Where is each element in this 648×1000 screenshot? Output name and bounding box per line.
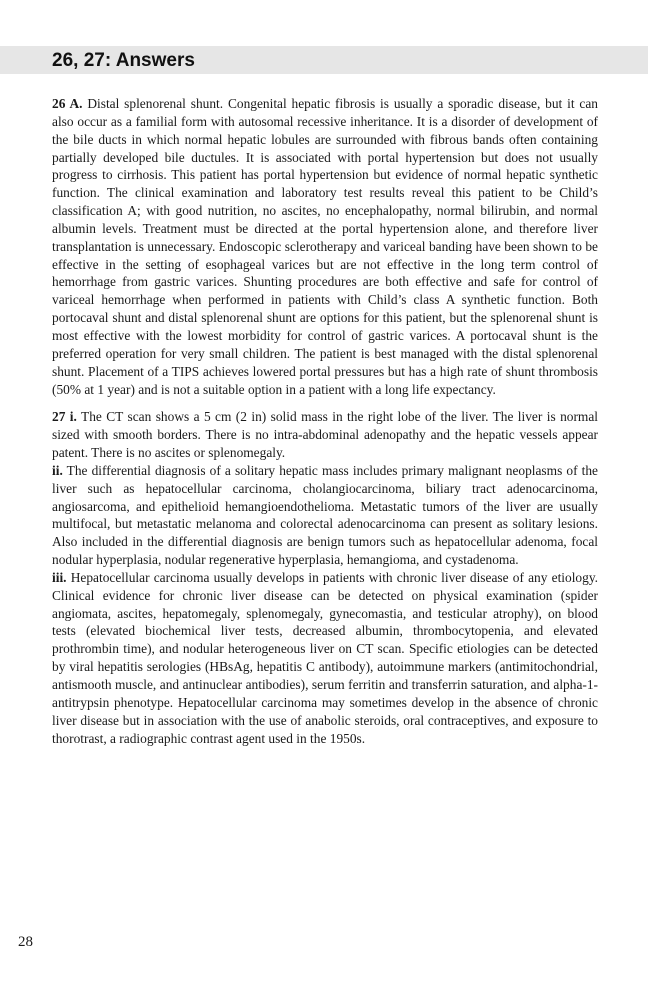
answer-27-iii-paragraph bbox=[52, 569, 598, 747]
answer-27-ii-paragraph bbox=[52, 462, 598, 569]
answer-27-ii-text: The differential diagnosis of a solitary hepatic mass includes primary malignant neoplasms of the liver such as hepatocellular carcinoma, cholangiocarcinoma, biliary tract adenocarcinoma, angiosarcoma, and epithelioid hemangioendothelioma. Metastatic tumors of the liver are usually multifocal, but metastatic melanoma and colorectal adenocarcinoma can present as solitary lesions. Also included in the differential diagnosis are benign tumors such as hepatocellular adenoma, focal nodular hyperplasia, nodular regenerative hyperplasia, hemangioma, and cystadenoma. bbox=[52, 462, 598, 568]
answer-26-text: Distal splenorenal shunt. Congenital hepatic fibrosis is usually a sporadic disease, but it can also occur as a familial form with autosomal recessive inheritance. It is a disorder of development of the bile ducts in which normal hepatic lobules are surrounded with fibrous bands often containing partially developed bile ductules. It is associated with portal hypertension but does not usually progress to cirrhosis. This patient has portal hypertension but evidence of normal hepatic synthetic function. The clinical examination and laboratory test results reveal this patient to be Child’s classification A; with good nutrition, no ascites, no encephalopathy, normal bilirubin, and normal albumin levels. Treatment must be directed at the portal hypertension alone, and therefore liver transplantation is unnecessary. Endoscopic sclerotherapy and variceal banding have been shown to be effective in the setting of esophageal varices but are not effective in the long term control of hemorrhage from gastric varices. Shunting procedures are both effective and safe for control of variceal hemorrhage when performed in patients with Child’s class A synthetic function. Both portocaval shunt and distal splenorenal shunt are options for this patient, but the splenorenal shunt is most effective with the lowest morbidity for control of gastric varices. A portocaval shunt is the preferred operation for very small children. The patient is best managed with the distal splenorenal shunt. Placement of a TIPS achieves lowered portal pressures but has a high rate of shunt thrombosis (50% at 1 year) and is not a suitable option in a patient with a long life expectancy. bbox=[52, 96, 598, 397]
answer-27-iii-text: Hepatocellular carcinoma usually develops in patients with chronic liver disease of any etiology. Clinical evidence for chronic liver disease can be detected on physical examination (spider angiomata, ascites, hepatomegaly, splenomegaly, gynecomastia, and testicular atrophy), on blood tests (elevated biochemical liver tests, decreased albumin, thrombocytopenia, and elevated prothrombin time), and nodular heterogeneous liver on CT scan. Specific etiologies can be detected by viral hepatitis serologies (HBsAg, hepatitis C antibody), autoimmune markers (antimitochondrial, antismooth muscle, and antinuclear antibodies), serum ferritin and transferrin saturation, and alpha-1-antitrypsin phenotype. Hepatocellular carcinoma may sometimes develop in the absence of chronic liver disease but in association with the use of anabolic steroids, oral contraceptives, and exposure to thorotrast, a radiographic contrast agent used in the 1950s. bbox=[52, 569, 598, 746]
answer-26-label: 26 A. bbox=[52, 96, 83, 111]
answer-27-i-label: 27 i. bbox=[52, 409, 77, 425]
answer-26-paragraph bbox=[52, 95, 598, 398]
answer-27-i-text: The CT scan shows a 5 cm (2 in) solid mass in the right lobe of the liver. The liver is normal sized with smooth borders. There is no intra-abdominal adenopathy and the hepatic vessels appear patent. There is no ascites or splenomegaly. bbox=[52, 409, 599, 461]
answer-27-i-paragraph bbox=[52, 408, 598, 462]
page-number: 28 bbox=[18, 934, 33, 950]
page-title: 26, 27: Answers bbox=[52, 50, 195, 71]
answer-27-iii-label: iii. bbox=[52, 569, 67, 585]
answer-text bbox=[52, 95, 598, 747]
answer-27-ii-label: ii. bbox=[52, 462, 63, 478]
